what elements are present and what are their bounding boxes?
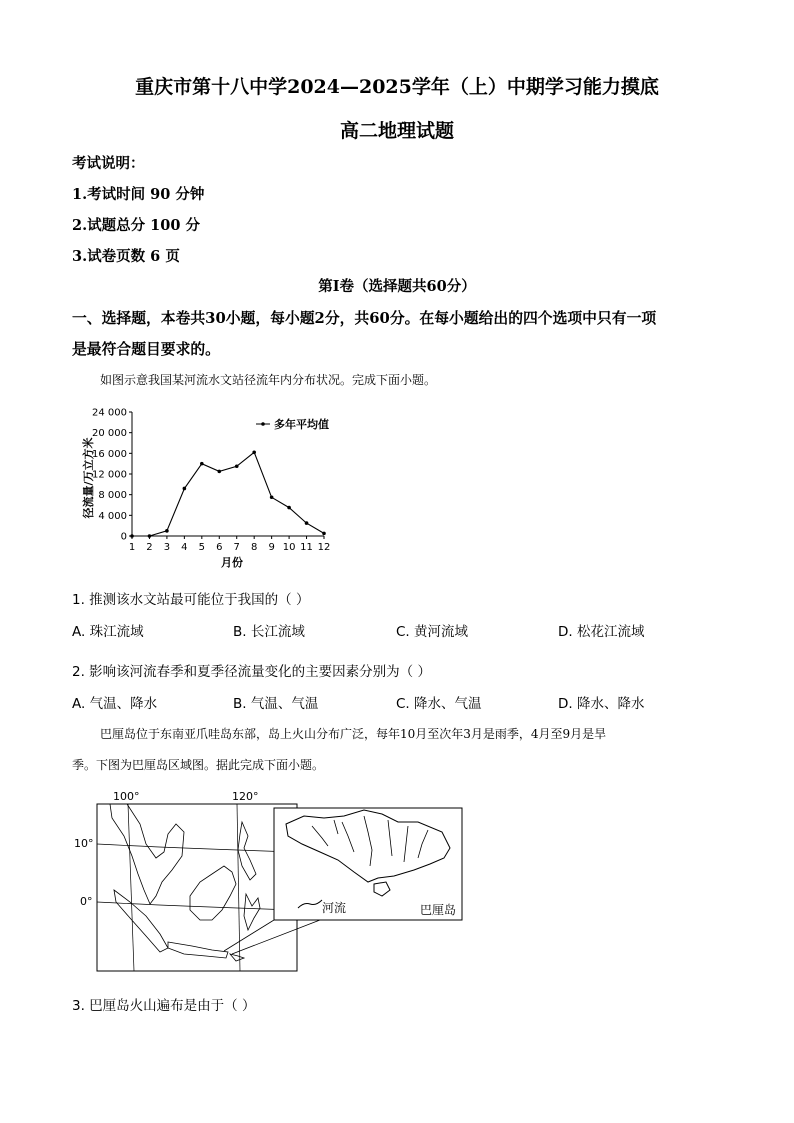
x-tick-label: 6 <box>216 542 223 553</box>
data-point-month-6 <box>217 470 221 474</box>
series-line-multiyear-average <box>132 452 324 536</box>
y-tick-label: 16 000 <box>92 448 127 460</box>
label-lon-100: 100° <box>113 790 140 803</box>
data-point-month-8 <box>252 451 256 455</box>
x-tick-label: 8 <box>250 542 258 553</box>
river-legend-label: 河流 <box>322 901 347 915</box>
data-point-month-11 <box>305 521 309 525</box>
q2-stem: 2. 影响该河流春季和夏季径流量变化的主要因素分别为（ ） <box>72 664 431 680</box>
data-point-month-4 <box>183 487 187 491</box>
x-tick-label: 12 <box>317 542 331 553</box>
chart-legend: 多年平均值 <box>274 418 329 431</box>
group1-stem: 如图示意我国某河流水文站径流年内分布状况。完成下面小题。 <box>100 373 437 387</box>
q1-option-d[interactable]: D. 松花江流域 <box>558 624 645 640</box>
section-intro-cont: 是最符合题目要求的。 <box>72 341 220 358</box>
q1-option-b[interactable]: B. 长江流域 <box>233 624 305 640</box>
instruction-item: 2.试题总分 100 分 <box>72 217 201 234</box>
label-lat-10: 10° <box>74 837 94 850</box>
instruction-item: 1.考试时间 90 分钟 <box>72 186 205 203</box>
chart-y-ticks <box>92 408 132 543</box>
data-point-month-7 <box>235 464 239 468</box>
data-point-month-2 <box>148 534 152 538</box>
legend-marker <box>261 422 265 426</box>
x-tick-label: 11 <box>300 542 313 553</box>
bali-region-map <box>72 786 472 976</box>
chart-x-ticks <box>129 536 331 553</box>
chart-y-label: 径流量/万立方米 <box>82 437 95 519</box>
q3-stem: 3. 巴厘岛火山遍布是由于（ ） <box>72 998 256 1014</box>
exam-title: 重庆市第十八中学2024—2025学年（上）中期学习能力摸底 <box>135 76 659 98</box>
group2-stem: 巴厘岛位于东南亚爪哇岛东部，岛上火山分布广泛，每年10月至次年3月是雨季，4月至9月是旱 <box>100 727 607 741</box>
chart-x-label: 月份 <box>221 556 243 569</box>
x-tick-label: 3 <box>163 542 171 553</box>
q2-option-a[interactable]: A. 气温、降水 <box>72 696 158 712</box>
x-tick-label: 1 <box>128 542 136 553</box>
data-point-month-12 <box>322 532 326 536</box>
q1-option-c[interactable]: C. 黄河流域 <box>396 624 469 640</box>
q1-stem: 1. 推测该水文站最可能位于我国的（ ） <box>72 592 310 608</box>
q2-option-b[interactable]: B. 气温、气温 <box>233 696 319 712</box>
section-title: 第Ⅰ卷（选择题共60分） <box>318 278 476 295</box>
map-frame <box>97 804 297 971</box>
q2-option-c[interactable]: C. 降水、气温 <box>396 696 482 712</box>
y-tick-label: 12 000 <box>92 469 127 481</box>
data-point-month-3 <box>165 529 169 533</box>
inset-label: 巴厘岛 <box>420 903 457 917</box>
x-tick-label: 2 <box>146 542 153 553</box>
instruction-item: 3.试卷页数 6 页 <box>72 248 180 265</box>
runoff-chart <box>72 400 362 572</box>
exam-subtitle: 高二地理试题 <box>339 120 454 142</box>
y-tick-label: 0 <box>120 531 127 543</box>
q2-option-d[interactable]: D. 降水、降水 <box>558 696 645 712</box>
y-tick-label: 20 000 <box>92 428 127 440</box>
section-intro: 一、选择题，本卷共30小题，每小题2分，共60分。在每小题给出的四个选项中只有一项 <box>72 310 657 327</box>
q1-option-a[interactable]: A. 珠江流域 <box>72 624 144 640</box>
data-point-month-10 <box>287 506 291 510</box>
label-lon-120: 120° <box>232 790 259 803</box>
x-tick-label: 10 <box>282 542 296 553</box>
data-point-month-1 <box>130 534 134 538</box>
data-point-month-9 <box>270 495 274 499</box>
instructions-heading: 考试说明： <box>72 155 145 172</box>
group2-stem-cont: 季。下图为巴厘岛区域图。据此完成下面小题。 <box>72 758 325 772</box>
x-tick-label: 4 <box>181 542 188 553</box>
label-lat-0: 0° <box>80 895 93 908</box>
series-points <box>130 451 326 538</box>
x-tick-label: 9 <box>268 542 275 553</box>
data-point-month-5 <box>200 462 204 466</box>
y-tick-label: 24 000 <box>92 407 127 419</box>
y-tick-label: 8 000 <box>98 490 127 502</box>
x-tick-label: 7 <box>233 542 240 553</box>
y-tick-label: 4 000 <box>98 510 127 522</box>
x-tick-label: 5 <box>198 542 206 553</box>
